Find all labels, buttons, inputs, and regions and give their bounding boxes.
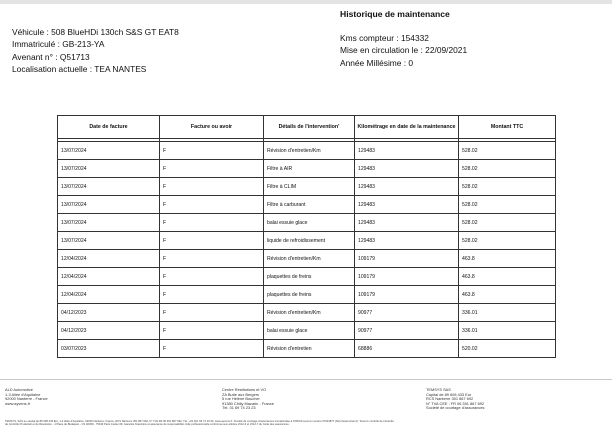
- cell-type: F: [160, 196, 264, 214]
- cell-amount: 528.02: [459, 178, 556, 196]
- cell-km: 90977: [355, 322, 459, 340]
- cell-date: 13/07/2024: [58, 214, 160, 232]
- cell-detail: balai essuie glace: [264, 322, 355, 340]
- vehicle-location: Localisation actuelle : TEA NANTES: [12, 64, 147, 75]
- cell-amount: 528.02: [459, 232, 556, 250]
- cell-type: F: [160, 250, 264, 268]
- footer-line: N° TVA CEE : FR 06 351 867 692: [426, 400, 485, 406]
- table-row: [58, 250, 556, 268]
- cell-amount: 528.02: [459, 160, 556, 178]
- cell-km: 129483: [355, 196, 459, 214]
- cell-date: 13/07/2024: [58, 232, 160, 250]
- cell-type: F: [160, 160, 264, 178]
- vehicle-amendment: Avenant n° : Q51713: [12, 51, 90, 62]
- cell-detail: balai essuie glace: [264, 214, 355, 232]
- cell-type: F: [160, 268, 264, 286]
- cell-date: 12/04/2024: [58, 250, 160, 268]
- legal-line: TEMSYS, SAS au capital de 89 608 433 Eur, 1-3 Allée d'Aquitaine, 92000 Nanterre, France, RCS Nanterre 351 867 692, N° TVA FR 06 351 867 692, Tél. +33 (0)1 56 74 16 00, www.ayvens.fr. Société de courtage d'assurances immatriculée à l'ORIAS sous le numéro 07024877 (http://www.orias.fr). Sous le contrôle de l'Autorité: [5, 420, 394, 423]
- table-row: [58, 160, 556, 178]
- table-row: [58, 142, 556, 160]
- col-mileage: Kilométrage en date de la maintenance: [355, 116, 459, 139]
- cell-date: 04/12/2023: [58, 322, 160, 340]
- cell-km: 109179: [355, 250, 459, 268]
- cell-type: F: [160, 178, 264, 196]
- footer-line: Centre Restitutions et VO: [222, 387, 267, 392]
- footer-line: 1-3 Allée d'Aquitaine: [5, 391, 41, 397]
- cell-detail: Filtre à AIR: [264, 160, 355, 178]
- footer-legal-entity: [426, 388, 485, 411]
- cell-date: 13/07/2024: [58, 142, 160, 160]
- col-intervention-detail: Détails de l'intervention': [264, 116, 355, 139]
- footer-company-address: [5, 388, 48, 406]
- cell-type: F: [160, 340, 264, 358]
- cell-detail: Révision d'entretien/Km: [264, 250, 355, 268]
- footer-divider: [0, 379, 612, 380]
- cell-type: F: [160, 214, 264, 232]
- maintenance-table: [57, 115, 556, 358]
- cell-km: 129483: [355, 160, 459, 178]
- footer-website-link[interactable]: www.ayvens.fr: [5, 400, 31, 406]
- cell-km: 109179: [355, 268, 459, 286]
- table-row: [58, 304, 556, 322]
- cell-km: 129483: [355, 142, 459, 160]
- cell-detail: liquide de refroidissement: [264, 232, 355, 250]
- table-header-row: [58, 116, 556, 139]
- footer-line: 91380 Chilly Mazarin - France: [222, 400, 274, 406]
- registration-date: Mise en circulation le : 22/09/2021: [340, 45, 468, 56]
- vehicle-model: Véhicule : 508 BlueHDi 130ch S&S GT EAT8: [12, 27, 179, 37]
- cell-type: F: [160, 304, 264, 322]
- table-row: [58, 268, 556, 286]
- cell-km: 68886: [355, 340, 459, 358]
- footer-line: Capital de 89 608 433 Eur: [426, 391, 472, 397]
- footer-line: ZA Butte aux Bergers: [222, 391, 259, 397]
- legal-notice: [5, 420, 607, 426]
- cell-type: F: [160, 286, 264, 304]
- cell-amount: 336.01: [459, 322, 556, 340]
- cell-amount: 528.02: [459, 214, 556, 232]
- cell-date: 12/04/2024: [58, 286, 160, 304]
- cell-km: 90977: [355, 304, 459, 322]
- cell-date: 12/04/2024: [58, 268, 160, 286]
- cell-amount: 520.02: [459, 340, 556, 358]
- footer-line: 5 rue Hélène Boucher: [222, 396, 260, 402]
- top-edge-strip: [0, 0, 612, 4]
- cell-type: F: [160, 232, 264, 250]
- cell-detail: Révision d'entretien/Km: [264, 142, 355, 160]
- cell-amount: 463.8: [459, 268, 556, 286]
- col-invoice-date: Date de facture: [58, 116, 160, 139]
- vehicle-meta: [340, 32, 467, 69]
- cell-amount: 528.02: [459, 142, 556, 160]
- cell-date: 13/07/2024: [58, 196, 160, 214]
- cell-date: 03/07/2023: [58, 340, 160, 358]
- cell-date: 04/12/2023: [58, 304, 160, 322]
- footer-line: TEMSYS SAS: [426, 387, 451, 392]
- table-row: [58, 196, 556, 214]
- cell-detail: Révision d'entretien/Km: [264, 304, 355, 322]
- cell-km: 109179: [355, 286, 459, 304]
- table-row: [58, 286, 556, 304]
- table-row: [58, 178, 556, 196]
- cell-amount: 336.01: [459, 304, 556, 322]
- vehicle-info: [12, 26, 179, 76]
- col-amount: Montant TTC: [459, 116, 556, 139]
- cell-km: 129483: [355, 178, 459, 196]
- cell-detail: Filtre à CLIM: [264, 178, 355, 196]
- cell-detail: plaquettes de freins: [264, 268, 355, 286]
- table-row: [58, 322, 556, 340]
- footer-line: RCS Nanterre 351 867 692: [426, 396, 474, 402]
- footer-restitution-center: [222, 388, 274, 411]
- cell-detail: Filtre à carburant: [264, 196, 355, 214]
- table-row: [58, 232, 556, 250]
- cell-date: 13/07/2024: [58, 160, 160, 178]
- legal-line: de Contrôle Prudentiel et de Résolution - 4 Place de Budapest - CS 92459 - 75436 Paris Cedex 09. Garantie financière et assurance de responsabilité civile professionnelle conformes aux articles L512-6 et L512-7 du Code des assurances.: [5, 423, 290, 427]
- cell-km: 129483: [355, 214, 459, 232]
- table-row: [58, 214, 556, 232]
- vehicle-registration: Immatriculé : GB-213-YA: [12, 39, 105, 50]
- table-row: [58, 340, 556, 358]
- footer-line: ALD Automotive: [5, 387, 33, 392]
- footer-line: Tél. 01 69 74 23 23: [222, 405, 256, 411]
- col-invoice-type: Facture ou avoir: [160, 116, 264, 139]
- cell-amount: 463.8: [459, 250, 556, 268]
- mileage-counter: Kms compteur : 154332: [340, 33, 429, 43]
- cell-type: F: [160, 142, 264, 160]
- footer-line: 92000 Nanterre - France: [5, 396, 48, 402]
- cell-type: F: [160, 322, 264, 340]
- cell-km: 129483: [355, 232, 459, 250]
- cell-amount: 463.8: [459, 286, 556, 304]
- cell-date: 13/07/2024: [58, 178, 160, 196]
- cell-detail: Révision d'entretien: [264, 340, 355, 358]
- document-title: Historique de maintenance: [340, 9, 450, 19]
- model-year: Année Millésime : 0: [340, 57, 414, 68]
- cell-detail: plaquettes de freins: [264, 286, 355, 304]
- cell-amount: 528.02: [459, 196, 556, 214]
- footer-line: Société de courtage d'assurances: [426, 405, 485, 411]
